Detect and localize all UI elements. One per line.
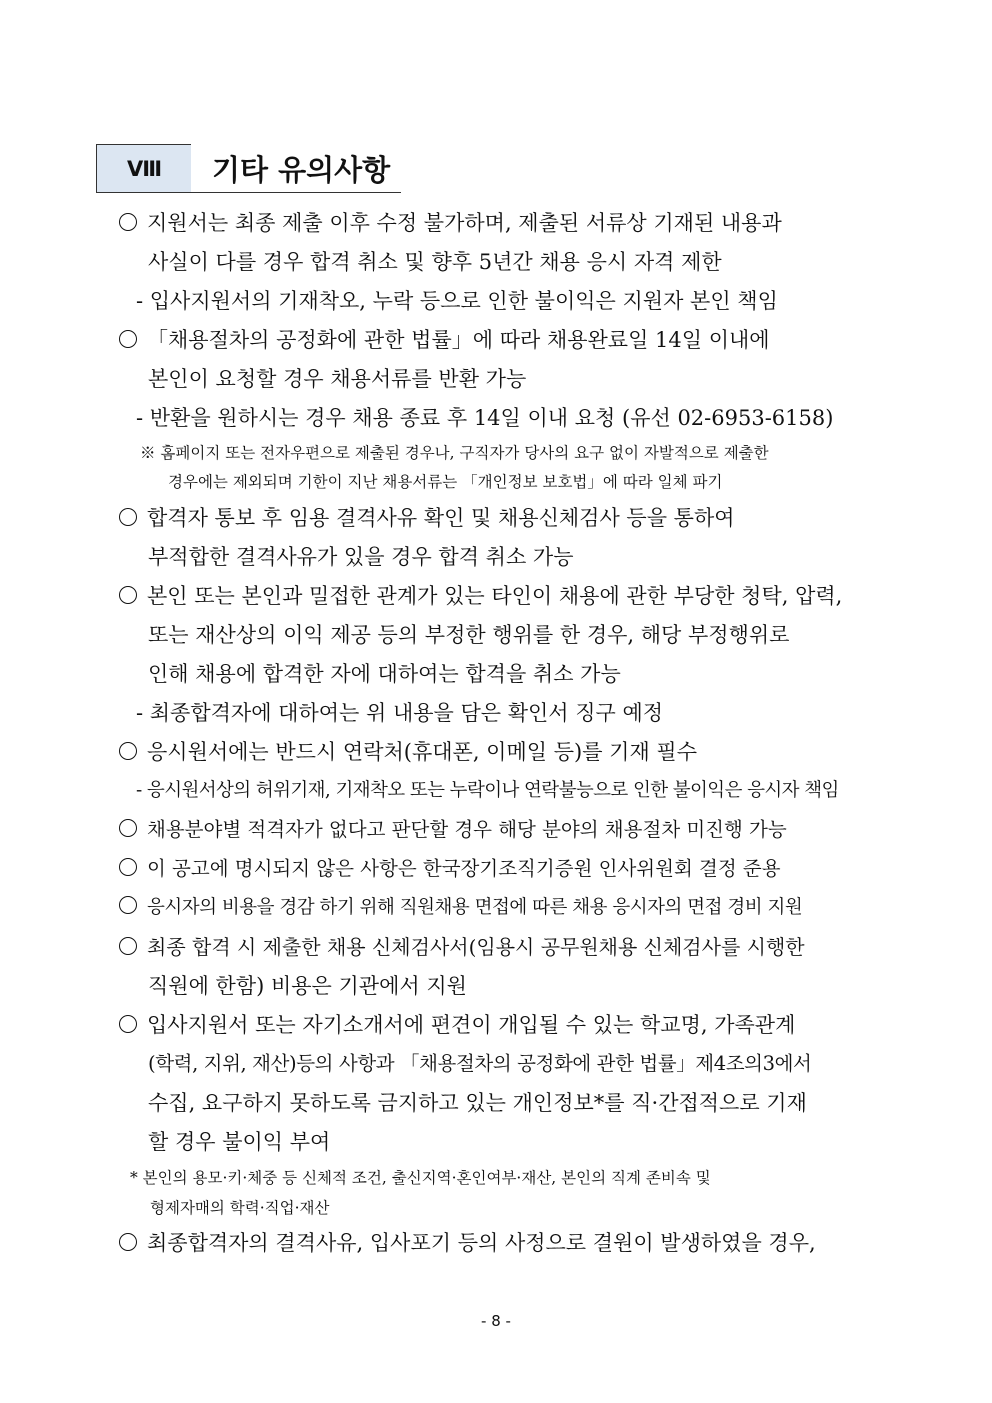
line-text: 채용분야별 적격자가 없다고 판단할 경우 해당 분야의 채용절차 미진행 가능 <box>147 818 787 841</box>
circle-bullet-icon <box>119 213 137 231</box>
notice-item <box>116 934 805 960</box>
line-text: 합격자 통보 후 임용 결격사유 확인 및 채용신체검사 등을 통하여 <box>147 506 735 530</box>
circle-bullet-icon <box>119 742 137 760</box>
line-text: 응시자의 비용을 경감 하기 위해 직원채용 면접에 따른 채용 응시자의 면접 경비 지원 <box>147 897 803 918</box>
line-text: 또는 재산상의 이익 제공 등의 부정한 행위를 한 경우, 해당 부정행위로 <box>148 623 790 647</box>
circle-bullet-icon <box>119 1233 137 1251</box>
page-number: - 8 - <box>481 1312 511 1330</box>
notice-subitem <box>136 288 778 314</box>
notice-subitem <box>136 405 833 431</box>
notice-continuation <box>148 973 467 999</box>
notice-continuation <box>148 366 526 392</box>
line-text: ※ 홈페이지 또는 전자우편으로 제출된 경우나, 구직자가 당사의 요구 없이 자발적으로 제출한 <box>140 444 769 462</box>
notice-item <box>116 210 782 236</box>
circle-bullet-icon <box>119 896 137 914</box>
line-text: - 입사지원서의 기재착오, 누락 등으로 인한 불이익은 지원자 본인 책임 <box>136 289 778 313</box>
notice-continuation <box>148 544 573 570</box>
notice-item <box>116 856 781 882</box>
notice-item <box>116 1230 816 1256</box>
notice-item <box>116 327 770 353</box>
line-text: - 응시원서상의 허위기재, 기재착오 또는 누락이나 연락불능으로 인한 불이익은 응시자 책임 <box>136 780 839 801</box>
line-text: 최종 합격 시 제출한 채용 신체검사서(임용시 공무원채용 신체검사를 시행한 <box>147 935 805 959</box>
notice-continuation <box>148 1090 807 1116</box>
line-text: 본인 또는 본인과 밀접한 관계가 있는 타인이 채용에 관한 부당한 청탁, 압력, <box>147 584 843 608</box>
notice-item <box>116 505 735 531</box>
line-text: 응시원서에는 반드시 연락처(휴대폰, 이메일 등)를 기재 필수 <box>147 740 697 764</box>
notice-continuation <box>148 1129 330 1155</box>
line-text: 최종합격자의 결격사유, 입사포기 등의 사정으로 결원이 발생하였을 경우, <box>147 1231 816 1255</box>
circle-bullet-icon <box>119 508 137 526</box>
line-text: - 반환을 원하시는 경우 채용 종료 후 14일 이내 요청 (유선 02-6953-6158) <box>136 406 834 430</box>
notice-continuation <box>148 249 722 275</box>
notice-item <box>116 895 802 921</box>
notice-continuation <box>148 622 789 648</box>
line-text: 이 공고에 명시되지 않은 사항은 한국장기조직기증원 인사위원회 결정 준용 <box>147 857 781 880</box>
notice-item <box>116 739 697 765</box>
notice-continuation <box>148 1051 812 1077</box>
section-number: Ⅷ <box>96 144 191 192</box>
notice-subitem <box>136 778 839 804</box>
circle-bullet-icon <box>119 937 137 955</box>
line-text: 직원에 한함) 비용은 기관에서 지원 <box>148 974 467 998</box>
line-text: 수집, 요구하지 못하도록 금지하고 있는 개인정보*를 직·간접적으로 기재 <box>148 1091 807 1115</box>
notice-continuation <box>148 661 621 687</box>
circle-bullet-icon <box>119 819 137 837</box>
line-text: 입사지원서 또는 자기소개서에 편견이 개입될 수 있는 학교명, 가족관계 <box>147 1013 796 1037</box>
circle-bullet-icon <box>119 330 137 348</box>
line-text: 형제자매의 학력·직업·재산 <box>150 1199 330 1217</box>
notice-footnote <box>140 443 769 463</box>
circle-bullet-icon <box>119 586 137 604</box>
line-text: 본인이 요청할 경우 채용서류를 반환 가능 <box>148 367 527 391</box>
notice-subitem <box>136 700 663 726</box>
line-text: 할 경우 불이익 부여 <box>148 1130 331 1154</box>
line-text: - 최종합격자에 대하여는 위 내용을 담은 확인서 징구 예정 <box>136 701 664 725</box>
line-text: (학력, 지위, 재산)등의 사항과 「채용절차의 공정화에 관한 법률」제4조의3에서 <box>148 1052 812 1075</box>
line-text: 지원서는 최종 제출 이후 수정 불가하며, 제출된 서류상 기재된 내용과 <box>147 211 782 235</box>
line-text: 「채용절차의 공정화에 관한 법률」에 따라 채용완료일 14일 이내에 <box>147 328 770 352</box>
line-text: 경우에는 제외되며 기한이 지난 채용서류는 「개인정보 보호법」에 따라 일체 파기 <box>168 473 723 491</box>
line-text: 사실이 다를 경우 합격 취소 및 향후 5년간 채용 응시 자격 제한 <box>148 250 722 274</box>
notice-item <box>116 817 787 843</box>
line-text: * 본인의 용모·키·체중 등 신체적 조건, 출신지역·혼인여부·재산, 본인의 직계 존비속 및 <box>130 1169 711 1187</box>
notice-item <box>116 583 842 609</box>
line-text: 인해 채용에 합격한 자에 대하여는 합격을 취소 가능 <box>148 662 621 686</box>
notice-item <box>116 1012 795 1038</box>
notice-footnote <box>150 1198 330 1218</box>
circle-bullet-icon <box>119 1015 137 1033</box>
section-heading <box>96 144 401 193</box>
line-text: 부적합한 결격사유가 있을 경우 합격 취소 가능 <box>148 545 574 569</box>
circle-bullet-icon <box>119 858 137 876</box>
notice-footnote <box>168 472 722 492</box>
section-title: 기타 유의사항 <box>212 153 391 187</box>
notice-footnote <box>130 1168 711 1188</box>
